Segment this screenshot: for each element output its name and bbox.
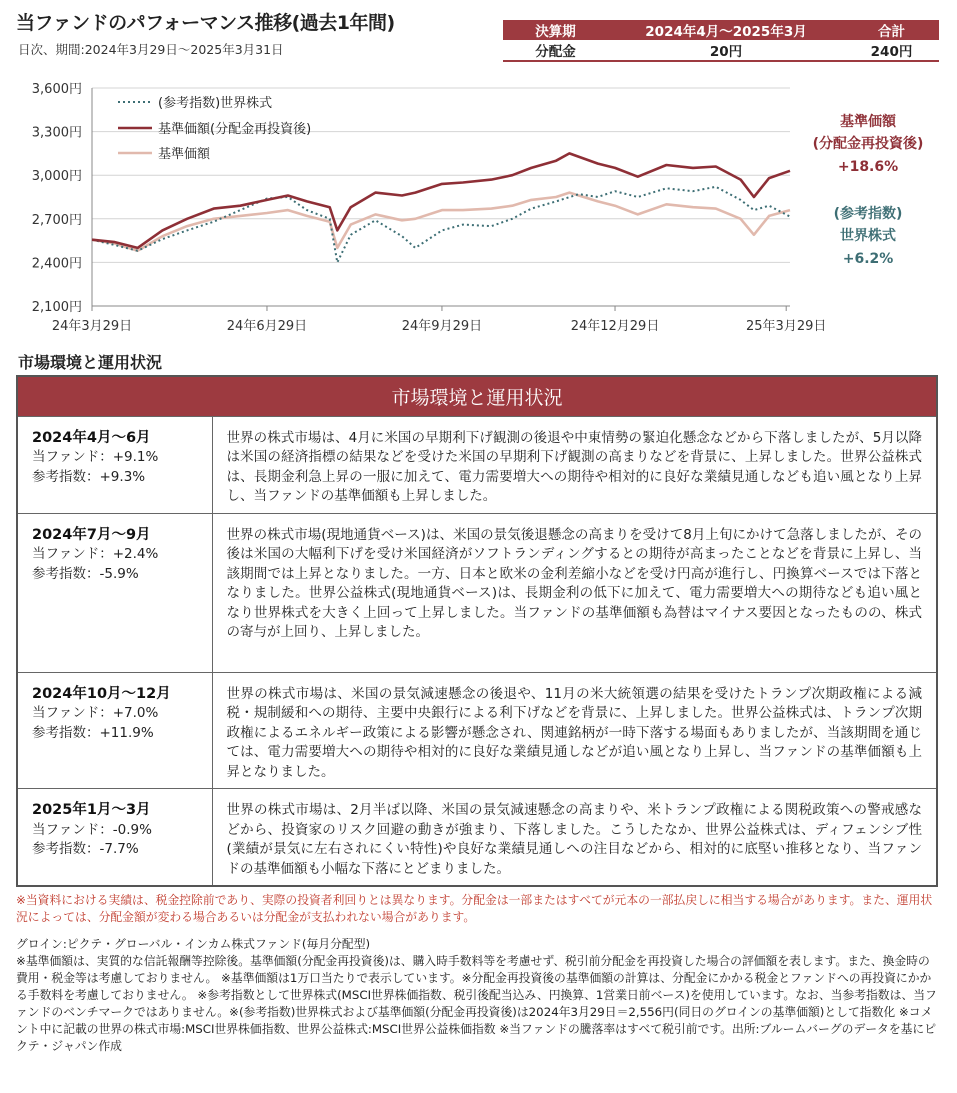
annotation-label: (分配金再投資後) xyxy=(812,136,924,152)
x-tick-label: 24年12月29日 xyxy=(570,319,660,334)
x-tick-label: 24年6月29日 xyxy=(226,319,308,334)
period-name: 2025年1月～3月 xyxy=(32,802,151,818)
market-row xyxy=(17,416,937,513)
performance-chart xyxy=(0,74,957,344)
market-table xyxy=(16,375,938,887)
market-commentary: 世界の株式市場は、4月に米国の早期利下げ観測の後退や中東情勢の緊迫化懸念などから下落しましたが、5月以降は米国の経済指標の結果などを受けた米国の早期利下げ観測の高まりなどを背景に、上昇しました。世界公益株式は、長期金利急上昇の一服に加えて、電力需要増大への期待や相対的に良好な業績見通しなども追い風となり上昇し、当ファンドの基準価額も上昇しました。 xyxy=(212,416,937,513)
legend-label: (参考指数)世界株式 xyxy=(158,96,273,111)
market-commentary: 世界の株式市場(現地通貨ベース)は、米国の景気後退懸念の高まりを受けて8月上旬にかけて急落しましたが、その後は米国の大幅利下げを受け米国経済がソフトランディングするとの期待が高まったことなどを背景に上昇し、当該期間では上昇となりました。一方、日本と欧米の金利差縮小などを受け円高が進行し、円換算ベースでは下落となりました。世界公益株式(現地通貨ベース)は、長期金利の低下に加えて、電力需要増大への期待なども追い風となり世界株式を大きく上回って上昇しました。当ファンドの基準価額も為替はマイナス要因となったものの、株式の寄与が上回り、上昇しました。 xyxy=(212,513,937,672)
market-row xyxy=(17,789,937,887)
market-period-cell xyxy=(17,789,212,887)
market-row xyxy=(17,513,937,672)
x-tick-label: 24年9月29日 xyxy=(401,319,483,334)
y-tick-label: 2,100円 xyxy=(31,300,82,315)
market-commentary: 世界の株式市場は、米国の景気減速懸念の後退や、11月の米大統領選の結果を受けたトランプ次期政権による減税・規制緩和への期待、主要中央銀行による利下げなどを背景に、上昇しました。世界公益株式は、トランプ次期政権によるエネルギー政策による影響が懸念され、関連銘柄が一時下落する場面もありましたが、当該期間を通じては、電力需要増大への期待や相対的に良好な業績見通しなどが追い風となり上昇し、当ファンドの基準価額も上昇となりました。 xyxy=(212,672,937,789)
market-row xyxy=(17,672,937,789)
legend-label: 基準価額 xyxy=(158,147,211,162)
dist-row-total: 240円 xyxy=(844,40,939,61)
y-tick-label: 2,400円 xyxy=(31,256,82,272)
dist-header-total: 合計 xyxy=(844,20,939,40)
y-tick-label: 3,000円 xyxy=(31,169,82,185)
market-period-cell xyxy=(17,416,212,513)
series-line-2 xyxy=(92,193,790,251)
dist-row-value: 20円 xyxy=(608,40,844,61)
index-return: 参考指数：+9.3% xyxy=(32,468,146,485)
distribution-table xyxy=(503,20,939,62)
performance-chart-svg xyxy=(0,74,957,344)
page-title: 当ファンドのパフォーマンス推移(過去1年間) xyxy=(16,12,395,34)
section-heading: 市場環境と運用状況 xyxy=(18,353,163,372)
period-name: 2024年7月～9月 xyxy=(32,526,151,543)
annotation-label: +6.2% xyxy=(842,251,894,267)
period-name: 2024年10月～12月 xyxy=(32,685,171,702)
dist-header-range: 2024年4月～2025年3月 xyxy=(608,20,844,40)
fund-return: 当ファンド：+7.0% xyxy=(32,705,159,721)
period-name: 2024年4月～6月 xyxy=(32,429,151,446)
fund-return: 当ファンド：+9.1% xyxy=(32,449,159,465)
index-return: 参考指数：+11.9% xyxy=(32,724,154,741)
fund-return: 当ファンド：-0.9% xyxy=(32,821,152,838)
legend-label: 基準価額(分配金再投資後) xyxy=(158,122,312,137)
fund-return: 当ファンド：+2.4% xyxy=(32,546,159,562)
index-return: 参考指数：-7.7% xyxy=(32,841,139,857)
footnotes xyxy=(16,936,940,1055)
x-tick-label: 24年3月29日 xyxy=(51,319,133,334)
footnote-body: ※基準価額は、実質的な信託報酬等控除後。基準価額(分配金再投資後)は、購入時手数料等を考慮せず、税引前分配金を再投資した場合の評価額を表します。また、換金時の費用・税金等は考慮しておりません。 ※基準価額は1万口当たりで表示しています。※分配金再投資後の基準価額の計算は、分配金にかかる税金とファンドへの再投資にかかる手数料を考慮しておりません。 ※参考指数として世界株式(MSCI世界株価指数、税引後配当込み、円換算、1営業日前ベース)を使用しています。なお、当参考指数は、当ファンドのベンチマークではありません。※(参考指数)世界株式および基準価額(分配金再投資後)は2024年3月29日＝2,556円(同日のグロインの基準価額)として指数化 ※コメント中に記載の世界の株式市場:MSCI世界株価指数、世界公益株式:MSCI世界公益株価指数 ※当ファンドの騰落率はすべて税引前です。出所:ブルームバーグのデータを基にピクテ・ジャパン作成 xyxy=(16,954,937,1053)
annotation-label: (参考指数) xyxy=(833,206,903,222)
disclaimer-red: ※当資料における実績は、税金控除前であり、実際の投資者利回りとは異なります。分配金は一部またはすべてが元本の一部払戻しに相当する場合があります。また、運用状況によっては、分配金額が変わる場合あるいは分配金が支払われない場合があります。 xyxy=(16,893,933,924)
index-return: 参考指数：-5.9% xyxy=(32,565,139,582)
x-tick-label: 25年3月29日 xyxy=(746,319,827,334)
period-subtitle: 日次、期間:2024年3月29日～2025年3月31日 xyxy=(18,42,284,57)
y-tick-label: 2,700円 xyxy=(31,212,82,228)
series-line-1 xyxy=(92,153,790,248)
dist-row-label: 分配金 xyxy=(503,40,608,61)
annotation-label: 世界株式 xyxy=(840,228,896,244)
dist-header-period: 決算期 xyxy=(503,20,608,40)
y-tick-label: 3,600円 xyxy=(31,82,82,97)
fund-name-note: グロイン:ピクテ・グローバル・インカム株式ファンド(毎月分配型) xyxy=(16,937,371,951)
market-table-heading: 市場環境と運用状況 xyxy=(17,376,937,416)
annotation-label: +18.6% xyxy=(837,159,899,175)
market-commentary: 世界の株式市場は、2月半ば以降、米国の景気減速懸念の高まりや、米トランプ政権による関税政策への警戒感などから、投資家のリスク回避の動きが強まり、下落しました。こうしたなか、世界公益株式は、ディフェンシブ性(業績が景気に左右されにくい特性)や良好な業績見通しへの注目などから、相対的に底堅い推移となり、当ファンドの基準価額も小幅な下落にとどまりました。 xyxy=(212,789,937,887)
y-tick-label: 3,300円 xyxy=(31,125,82,141)
market-period-cell xyxy=(17,513,212,672)
annotation-label: 基準価額 xyxy=(840,114,896,130)
market-period-cell xyxy=(17,672,212,789)
